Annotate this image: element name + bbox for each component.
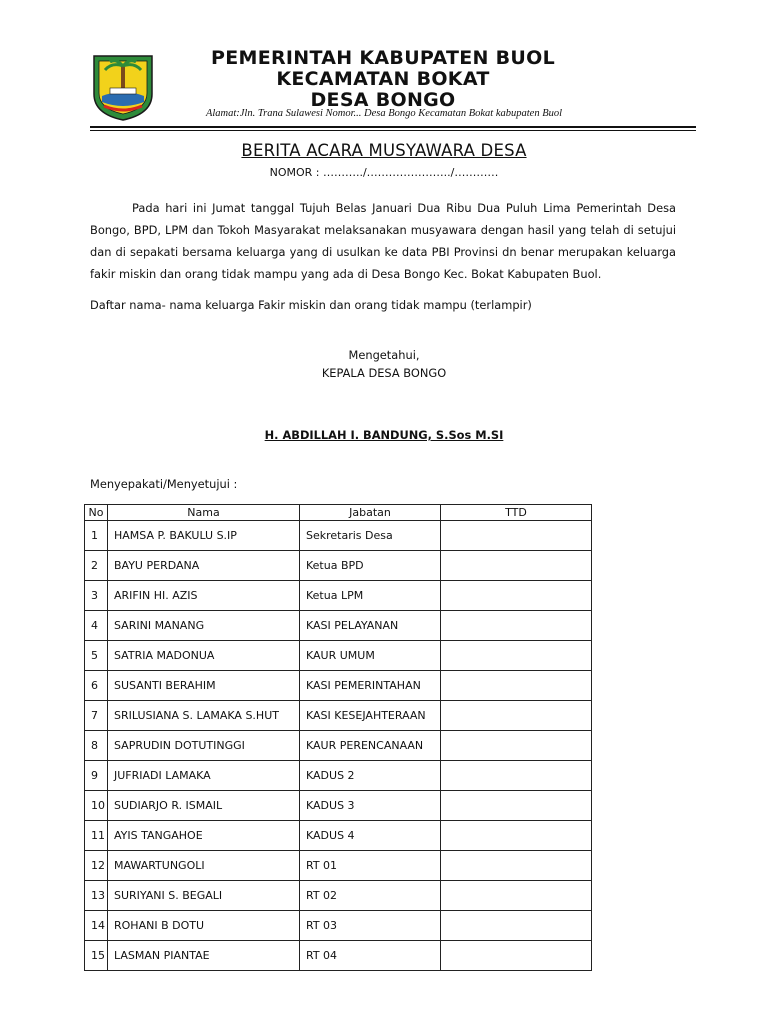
- cell-no: 12: [85, 851, 108, 881]
- cell-jabatan: Ketua LPM: [300, 581, 441, 611]
- attachment-note: Daftar nama- nama keluarga Fakir miskin dan orang tidak mampu (terlampir): [90, 298, 532, 312]
- letterhead-district: KECAMATAN BOKAT: [276, 68, 490, 90]
- village-head-title: KEPALA DESA BONGO: [321, 366, 447, 380]
- cell-nama: ROHANI B DOTU: [108, 911, 300, 941]
- table-header-row: [85, 505, 592, 521]
- cell-no: 2: [85, 551, 108, 581]
- acknowledgement-label: Mengetahui,: [348, 348, 420, 362]
- body-paragraph: Pada hari ini Jumat tanggal Tujuh Belas Januari Dua Ribu Dua Puluh Lima Pemerintah Desa Bongo, BPD, LPM dan Tokoh Masyarakat melaksanakan musyawara dengan hasil yang telah di setujui dan di sepakati bersama keluarga yang di usulkan ke data PBI Provinsi dn benar merupakan keluarga fakir miskin dan orang tidak mampu yang ada di Desa Bongo Kec. Bokat Kabupaten Buol.: [90, 201, 676, 281]
- table-row: [85, 731, 592, 761]
- cell-jabatan: RT 04: [300, 941, 441, 971]
- letterhead-address: Alamat:Jln. Trana Sulawesi Nomor... Desa Bongo Kecamatan Bokat kabupaten Buol: [205, 108, 563, 119]
- cell-nama: ARIFIN HI. AZIS: [108, 581, 300, 611]
- cell-nama: SARINI MANANG: [108, 611, 300, 641]
- cell-ttd: [441, 791, 592, 821]
- column-header-nama: Nama: [108, 505, 300, 521]
- table-row: [85, 551, 592, 581]
- cell-no: 9: [85, 761, 108, 791]
- cell-ttd: [441, 911, 592, 941]
- cell-jabatan: KAUR PERENCANAAN: [300, 731, 441, 761]
- cell-ttd: [441, 821, 592, 851]
- cell-ttd: [441, 641, 592, 671]
- table-row: [85, 851, 592, 881]
- column-header-jabatan: Jabatan: [300, 505, 441, 521]
- cell-ttd: [441, 581, 592, 611]
- cell-jabatan: KADUS 4: [300, 821, 441, 851]
- cell-ttd: [441, 701, 592, 731]
- table-row: [85, 821, 592, 851]
- cell-nama: AYIS TANGAHOE: [108, 821, 300, 851]
- letterhead-government: PEMERINTAH KABUPATEN BUOL: [211, 47, 555, 69]
- cell-no: 5: [85, 641, 108, 671]
- table-row: [85, 671, 592, 701]
- cell-jabatan: KADUS 2: [300, 761, 441, 791]
- table-row: [85, 911, 592, 941]
- table-row: [85, 701, 592, 731]
- table-row: [85, 791, 592, 821]
- cell-no: 8: [85, 731, 108, 761]
- cell-jabatan: KAUR UMUM: [300, 641, 441, 671]
- cell-jabatan: RT 03: [300, 911, 441, 941]
- cell-nama: BAYU PERDANA: [108, 551, 300, 581]
- table-row: [85, 881, 592, 911]
- table-row: [85, 521, 592, 551]
- table-row: [85, 641, 592, 671]
- table-row: [85, 581, 592, 611]
- cell-no: 6: [85, 671, 108, 701]
- cell-no: 15: [85, 941, 108, 971]
- cell-ttd: [441, 941, 592, 971]
- cell-nama: SURIYANI S. BEGALI: [108, 881, 300, 911]
- document-title: BERITA ACARA MUSYAWARA DESA: [241, 141, 527, 160]
- cell-nama: JUFRIADI LAMAKA: [108, 761, 300, 791]
- signatories-table: [84, 504, 592, 971]
- column-header-ttd: TTD: [441, 505, 592, 521]
- table-row: [85, 941, 592, 971]
- cell-nama: HAMSA P. BAKULU S.IP: [108, 521, 300, 551]
- cell-nama: SATRIA MADONUA: [108, 641, 300, 671]
- cell-nama: SAPRUDIN DOTUTINGGI: [108, 731, 300, 761]
- cell-no: 4: [85, 611, 108, 641]
- cell-nama: SUDIARJO R. ISMAIL: [108, 791, 300, 821]
- cell-no: 3: [85, 581, 108, 611]
- cell-ttd: [441, 521, 592, 551]
- column-header-no: No: [85, 505, 108, 521]
- cell-ttd: [441, 611, 592, 641]
- village-head-name: H. ABDILLAH I. BANDUNG, S.Sos M.SI: [264, 428, 504, 442]
- cell-no: 10: [85, 791, 108, 821]
- cell-jabatan: KADUS 3: [300, 791, 441, 821]
- cell-ttd: [441, 671, 592, 701]
- cell-nama: SRILUSIANA S. LAMAKA S.HUT: [108, 701, 300, 731]
- cell-jabatan: KASI PELAYANAN: [300, 611, 441, 641]
- letterhead: [160, 48, 606, 111]
- cell-no: 13: [85, 881, 108, 911]
- cell-nama: MAWARTUNGOLI: [108, 851, 300, 881]
- agreement-label: Menyepakati/Menyetujui :: [90, 477, 238, 491]
- document-number: NOMOR : ………../…………………../…………: [269, 166, 499, 179]
- cell-ttd: [441, 731, 592, 761]
- cell-jabatan: Ketua BPD: [300, 551, 441, 581]
- cell-no: 1: [85, 521, 108, 551]
- cell-jabatan: KASI KESEJAHTERAAN: [300, 701, 441, 731]
- letterhead-divider-thin: [90, 130, 696, 131]
- cell-ttd: [441, 761, 592, 791]
- cell-ttd: [441, 851, 592, 881]
- letterhead-divider-thick: [90, 126, 696, 128]
- cell-ttd: [441, 551, 592, 581]
- cell-ttd: [441, 881, 592, 911]
- letterhead-village: DESA BONGO: [310, 89, 456, 111]
- table-row: [85, 611, 592, 641]
- cell-jabatan: Sekretaris Desa: [300, 521, 441, 551]
- cell-jabatan: RT 02: [300, 881, 441, 911]
- cell-no: 14: [85, 911, 108, 941]
- cell-jabatan: RT 01: [300, 851, 441, 881]
- cell-nama: LASMAN PIANTAE: [108, 941, 300, 971]
- cell-jabatan: KASI PEMERINTAHAN: [300, 671, 441, 701]
- table-row: [85, 761, 592, 791]
- cell-nama: SUSANTI BERAHIM: [108, 671, 300, 701]
- regency-crest-icon: [90, 52, 156, 122]
- cell-no: 7: [85, 701, 108, 731]
- cell-no: 11: [85, 821, 108, 851]
